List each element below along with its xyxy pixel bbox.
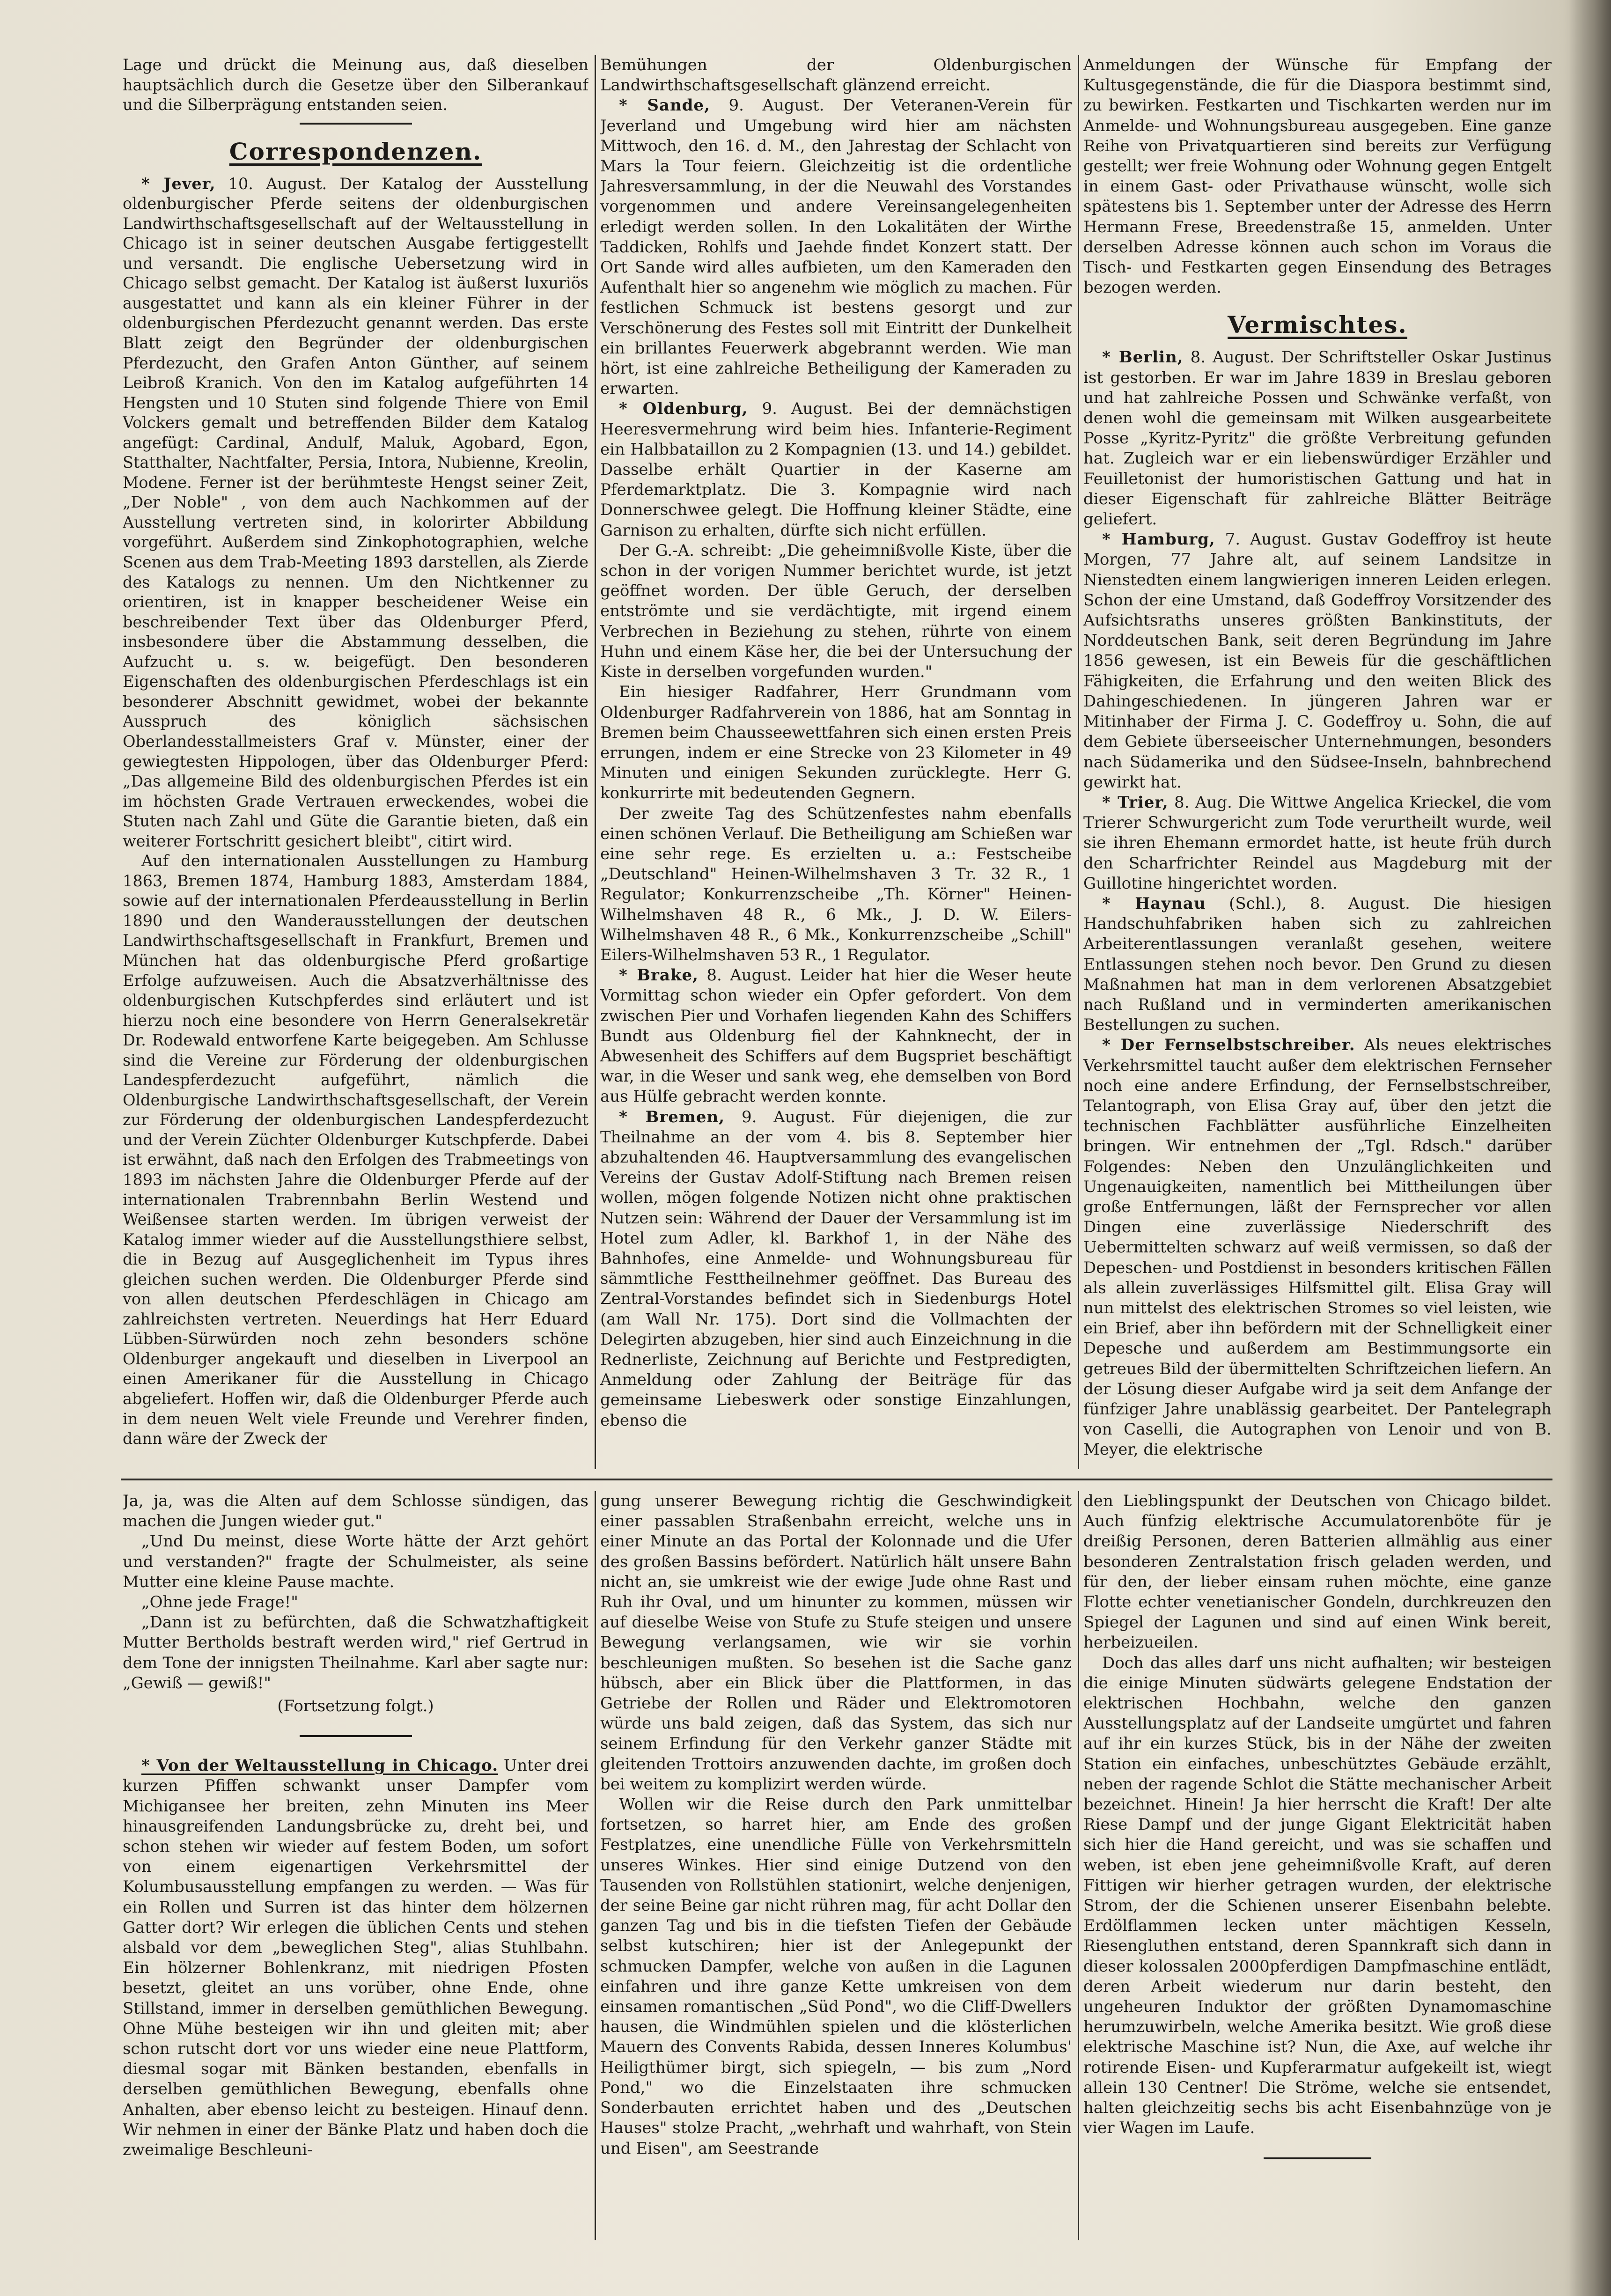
article-trier [1083,793,1552,894]
story-text: „Ohne jede Frage!" [141,1593,298,1612]
feuilleton-column-2 [600,1491,1072,2240]
article-ausstellungen: Auf den internationalen Ausstellungen zu Hamburg 1863, Bremen 1874, Hamburg 1883, Amsterdam 1884, sowie auf der internationalen Pferdeausstellung in Berlin 1890 und den Wanderausstellungen der deutschen Landwirthschaftsgesellschaft in Frankfurt, Bremen und München hat das oldenburgische Pferd großartige Erfolge aufzuweisen. Auch die Absatzverhältnisse des oldenburgischen Kutschpferdes sind erläutert und ist hierzu noch eine besondere von Herrn Generalsekretär Dr. Rodewald entworfene Karte beigegeben. Am Schlusse sind die Vereine zur Förderung der oldenburgischen Landespferdezucht aufgeführt, nämlich die Oldenburgische Landwirthschaftsgesellschaft, der Verein zur Förderung der oldenburgischen Landespferdezucht und der Verein Züchter Oldenburger Kutschpferde. Dabei ist erwähnt, daß nach den Erfolgen des Trabmeetings von 1893 im nächsten Jahre die Oldenburger Pferde auf der internationalen Trabrennbahn Berlin Westend und Weißensee starten werden. Im übrigen verweist der Katalog immer wieder auf die Ausstellungsthiere selbst, die in Bezug auf Ausgeglichenheit im Typus ihres gleichen suchen werden. Die Oldenburger Pferde sind von allen deutschen Pferdeschlägen in Chicago am zahlreichsten vertreten. Neuerdings hat Herr Eduard Lübben-Sürwürden noch zehn besonders schöne Oldenburger angekauft und dieselben in Liverpool an einen Amerikaner für die Ausstellung in Chicago abgeliefert. Hoffen wir, daß die Oldenburger Pferde auch in dem neuen Welt viele Freunde und Verehrer finden, dann wäre der Zweck der [123,852,588,1448]
article-bremen [600,1107,1072,1431]
story-text: Ja, ja, was die Alten auf dem Schlosse sündigen, das machen die Jungen wieder gut." [123,1492,588,1531]
column-divider [1078,55,1079,1469]
dateline-trier: * Trier, [1102,793,1169,812]
article-haynau [1083,894,1552,1035]
dateline-hamburg: * Hamburg, [1102,530,1215,549]
story-text: Wollen wir die Reise durch den Park unmittelbar fortsetzen, so harret hier, am Ende des großen Festplatzes, eine unendliche Fülle von Verkehrsmitteln unseres Winkes. Hier sind einige Dutzend von den Tausenden von Rollstühlen stationirt, welche denjenigen, der seine Beine gar nicht rühren mag, für acht Dollar den ganzen Tag und bis in die tiefsten Tiefen der Gebäude selbst kutschiren; hier ist der Anlegepunkt der schmucken Dampfer, welche von außen in die Lagunen einfahren und ihre ganze Kette umkreisen von dem einsamen romantischen „Süd Pond", wo die Cliff-Dwellers hausen, die Windmühlen spielen und die klösterlichen Mauern des Convents Rabida, dessen Inneres Kolumbus' Heiligthümer birgt, sich spiegeln, — bis zum „Nord Pond," wo die Einzelstaaten ihre schmucken Sonderbauten errichtet haben und des „Deutschen Hauses" stolze Pracht, „wehrhaft und wahrhaft, von Stein und Eisen", am Seestrande [600,1795,1072,2158]
dateline-haynau: * Haynau [1102,894,1206,913]
column-3-upper [1083,55,1552,1469]
article-fernselbstschreiber [1083,1035,1552,1460]
continuation-text: Bemühungen der Oldenburgischen Landwirthschaftsgesellschaft glänzend erreicht. [600,56,1072,95]
story-text: „Und Du meinst, diese Worte hätte der Arzt gehört und verstanden?" fragte der Schulmeister, als seine Mutter eine kleine Pause machte. [123,1532,588,1591]
article-fernselbstschreiber-text: Als neues elektrisches Verkehrsmittel taucht außer dem elektrischen Fernseher noch eine andere Erfindung, der Fernselbstschreiber, Telantograph, von Elisa Gray auf, über den jetzt die technischen Fachblätter ausführliche Einzelheiten bringen. Wir entnehmen der „Tgl. Rdsch." darüber Folgendes: Neben den Unzulänglichkeiten und Ungenauigkeiten, namentlich bei Mittheilungen über große Entfernungen, läßt der Fernsprecher vor allen Dingen eine zuverlässige Niederschrift des Uebermittelten schwarz auf weiß vermissen, so daß der Depeschen- und Postdienst in besonders kritischen Fällen als allein zuverlässiges Hilfsmittel gilt. Elisa Gray will nun mittelst des elektrischen Stromes so viel leisten, wie ein Brief, aber ihn befördern mit der Schnelligkeit einer Depesche und außerdem am Bestimmungsorte ein getreues Bild der übermittelten Schriftzeichen liefern. An der Lösung dieser Aufgabe wird ja seit dem Anfange der fünfziger Jahre unablässig gearbeitet. Der Pantelegraph von Caselli, die Autographen von Lenoir und von B. Meyer, die elektrische [1083,1036,1552,1459]
end-rule [1264,2157,1371,2159]
article-hamburg [1083,530,1552,793]
article-haynau-text: (Schl.), 8. August. Die hiesigen Handschuhfabriken haben sich zu zahlreichen Arbeiterentlassungen veranlaßt gesehen, weitere Entlassungen stehen noch bevor. Den Grund zu diesen Maßnahmen hat man in dem verlorenen Absatzgebiet nach Rußland und in verminderten amerikanischen Bestellungen zu suchen. [1083,894,1552,1035]
column-divider [595,55,596,1469]
feuilleton-column-1 [123,1491,588,2240]
intro-paragraph: Lage und drückt die Meinung aus, daß dieselben hauptsächlich durch die Gesetze über den Silberankauf und die Silberprägung entstanden seien. [123,56,588,114]
page-edge-shadow [1569,0,1611,2296]
story-text: Doch das alles darf uns nicht aufhalten; wir besteigen die einige Minuten südwärts gelegene Endstation der elektrischen Hochbahn, welche den ganzen Ausstellungsplatz auf der Landseite umgürtet und fahren auf ihr ein kurzes Stück, bis in der Nähe der zweiten Station ein einfaches, unbeschütztes Gebäude erzählt, neben der ragende Schlot die Stätte mechanischer Arbeit bezeichnet. Hinein! Ja hier herrscht die Kraft! Der alte Riese Dampf und der junge Gigant Elektricität haben sich hier die Hand gereicht, und was sie schaffen und weben, ist eben jene geheimnißvolle Kraft, auf deren Fittigen wir hierher getragen wurden, der elektrische Strom, der die Schienen unserer Eisenbahn belebte. Erdölflammen lecken unter mächtigen Kesseln, Riesengluthen entstand, deren Spannkraft sich dann in dieser kolossalen 2000pferdigen Dampfmaschine entlädt, deren Arbeit wiederum nur darin besteht, den ungeheuren Induktor der größten Dynamomaschine herumzuwirbeln, welche Amerika besitzt. Wie groß diese elektrische Maschine ist? Nun, die Axe, auf welche ihr rotirende Eisen- und Kupferarmatur aufgekeilt ist, wiegt allein 130 Centner! Die Ströme, welche sie entsendet, halten gleichzeitig sechs bis acht Eisenbahnzüge von je vier Wagen im Laufe. [1083,1653,1552,2138]
feuilleton-rule [121,1479,1552,1480]
article-brake-text: 8. August. Leider hat hier die Weser heute Vormittag schon wieder ein Opfer gefordert. Von dem zwischen Pier und Vorhafen liegenden Kahn des Schiffers Bundt aus Oldenburg fiel der Kahnknecht, der in Abwesenheit des Schiffers auf dem Bugspriet beschäftigt war, in die Weser und sank weg, ehe demselben von Bord aus Hülfe gebracht werden konnte. [600,966,1072,1106]
article-weltausstellung [123,1756,588,2160]
section-rule [300,123,412,125]
article-bremen-text: 9. August. Für diejenigen, die zur Theilnahme an der vom 4. bis 8. September hier abzuhaltenden 46. Hauptversammlung des evangelischen Vereins der Gustav Adolf-Stiftung nach Bremen reisen wollen, mögen folgende Notizen nicht ohne praktischen Nutzen sein: Während der Dauer der Versammlung ist im Hotel zum Adler, kl. Barkhof 1, in der Nähe des Bahnhofes, eine Anmelde- und Wohnungsbureau für sämmtliche Festtheilnehmer geöffnet. Das Bureau des Zentral-Vorstandes befindet sich in Siedenburgs Hotel (am Wall Nr. 175). Dort sind die Vollmachten der Delegirten abzugeben, hier sind auch Einzeichnung in die Rednerliste, Zeichnung auf Berichte und Festpredigten, Anmeldung oder Zahlung der Beiträge für das gemeinsame Liebeswerk oder sonstige Einzahlungen, ebenso die [600,1107,1072,1430]
dateline-fernselbstschreiber: * Der Fernselbstschreiber. [1102,1036,1355,1055]
column-divider [1078,1491,1079,2240]
column-2-upper [600,55,1072,1469]
dateline-berlin: * Berlin, [1102,348,1184,367]
dateline-jever: * Jever, [141,174,216,193]
story-text: „Dann ist zu befürchten, daß die Schwatzhaftigkeit Mutter Bertholds bestraft werden wird," rief Gertrud in dem Tone der innigsten Theilnahme. Karl aber sagte nur: „Gewiß — gewiß!" [123,1613,588,1693]
continuation-note: (Fortsetzung folgt.) [277,1697,434,1716]
article-ga: Der G.-A. schreibt: „Die geheimnißvolle Kiste, über die schon in der vorigen Nummer berichtet wurde, ist jetzt geöffnet worden. Der üble Geruch, der derselben entströmte und sie verdächtigte, mit irgend einem Verbrechen in Beziehung zu stehen, rührte von einem Huhn und einem Käse her, die bei der Untersuchung der Kiste in derselben vorgefunden wurden." [600,541,1072,682]
article-jever-text: 10. August. Der Katalog der Ausstellung oldenburgischer Pferde seitens der oldenburgischen Landwirthschaftsgesellschaft auf der Weltausstellung in Chicago ist in seiner deutschen Ausgabe fertiggestellt und versandt. Die englische Uebersetzung wird in Chicago selbst gemacht. Der Katalog ist äußerst luxuriös ausgestattet und kann als ein kleiner Führer in der oldenburgischen Pferdezucht genannt werden. Das erste Blatt zeigt den Begründer der oldenburgischen Pferdezucht, den Grafen Anton Günther, auf seinem Leibroß Kranich. Von den im Katalog aufgeführten 14 Hengsten und 10 Stuten sind folgende Thiere von Emil Volckers gemalt und betreffenden Bilder dem Katalog angefügt: Cardinal, Andulf, Maluk, Agobard, Egon, Statthalter, Nachtfalter, Persia, Intora, Nubienne, Kreolin, Modene. Ferner ist der berühmteste Hengst seiner Zeit, „Der Noble" , von dem auch Nachkommen auf der Ausstellung vertreten sind, in kolorirter Abbildung vorgeführt. Außerdem sind Zinkophotographien, welche Scenen aus dem Trab-Meeting 1893 darstellen, als Zierde des Katalogs zu nennen. Um den Nichtkenner zu orientiren, ist in knapper bescheidener Weise ein beschreibender Text über das Oldenburger Pferd, insbesondere über die Abstammung desselben, die Aufzucht u. s. w. beigefügt. Den besonderen Eigenschaften des oldenburgischen Pferdeschlags ist ein besonderer Abschnitt gewidmet, wobei der bekannte Ausspruch des königlich sächsischen Oberlandesstallmeisters Graf v. Münster, einer der gewiegtesten Hippologen, über das Oldenburger Pferd: „Das allgemeine Bild des oldenburgischen Pferdes ist ein im höchsten Grade Vertrauen erweckendes, wobei die Stuten nach Zahl und Güte die Garantie bieten, daß ein weiterer Fortschritt gesichert bleibt", citirt wird. [123,174,588,850]
article-oldenburg-text: 9. August. Bei der demnächstigen Heeresvermehrung wird beim hies. Infanterie-Regiment ein Halbbataillon zu 2 Kompagnien (13. und 14.) gebildet. Dasselbe erhält Quartier in der Kaserne am Pferdemarktplatz. Die 3. Kompagnie wird nach Donnerschwee gelegt. Die Hoffnung kleiner Städte, eine Garnison zu erhalten, dürfte sich nicht erfüllen. [600,399,1072,540]
column-1-upper [123,55,588,1469]
article-berlin [1083,347,1552,530]
continuation-text: gung unserer Bewegung richtig die Geschwindigkeit einer passablen Straßenbahn erreicht, welche uns in einer Minute an das Portal der Kolonnade und die Ufer des großen Bassins befördert. Natürlich hält unsere Bahn nicht an, sie umkreist wie der ewige Jude ohne Rast und Ruh ihr Oval, und um hinunter zu kommen, müssen wir auf dieselbe Weise von Stufe zu Stufe steigen und unsere Bewegung verlangsamen, wie wir sie vorhin beschleunigen mußten. So besehen ist die Sache ganz hübsch, aber ein Blick über die Plattformen, in das Getriebe der Rollen und Räder und Elektromotoren würde uns bald zeigen, daß das System, das sich nur seinem Erfindung für den Verkehr ganzer Städte mit gleitenden Trottoirs anzuwenden dachte, im großen doch bei weitem zu komplizirt werden würde. [600,1492,1072,1794]
dateline-oldenburg: * Oldenburg, [619,399,748,419]
article-weltausstellung-text: Unter drei kurzen Pfiffen schwankt unser Dampfer vom Michigansee her breiten, zehn Minuten ins Meer hinausgreifenden Landungsbrücke zu, dreht bei, und schon stehen wir wieder auf festem Boden, um sofort von einem eigenartigen Verkehrsmittel der Kolumbusausstellung empfangen zu werden. — Was für ein Rollen und Surren ist das hinter dem hölzernen Gatter dort? Wir erlegen die üblichen Cents und stehen alsbald vor dem „beweglichen Steg", alias Stuhlbahn. Ein hölzerner Bohlenkranz, mit niedrigen Pfosten besetzt, gleitet an uns vorüber, ohne Ende, ohne Stillstand, immer in derselben gemüthlichen Bewegung. Ohne Mühe besteigen wir ihn und gleiten mit; aber schon rutscht dort vor uns wieder eine neue Plattform, diesmal sogar mit Bänken bestanden, ebenfalls in derselben gemüthlichen Bewegung, ebenfalls ohne Anhalten, aber ebenso leicht zu besteigen. Hinauf denn. Wir nehmen in einer der Bänke Platz und haben doch die zweimalige Beschleuni- [123,1756,588,2160]
heading-correspondenzen: Correspondenzen. [229,137,482,165]
dateline-bremen: * Bremen, [619,1107,725,1126]
heading-weltausstellung: * Von der Weltausstellung in Chicago. [141,1756,499,1775]
article-sande [600,96,1072,399]
feuilleton-column-3 [1083,1491,1552,2240]
heading-vermischtes: Vermischtes. [1228,311,1407,339]
article-berlin-text: 8. August. Der Schriftsteller Oskar Justinus ist gestorben. Er war im Jahre 1839 in Breslau geboren und hat zahlreiche Possen und Schwänke verfaßt, von denen wohl die gemeinsam mit Wilken ausgearbeitete Posse „Kyritz-Pyritz" die größte Verbreitung gefunden hat. Zugleich war er ein liebenswürdiger Erzähler und Feuilletonist der humoristischen Gattung und hat in dieser Eigenschaft für zahlreiche Blätter Beiträge geliefert. [1083,348,1552,529]
section-rule [300,1735,412,1737]
article-oldenburg [600,399,1072,540]
article-trier-text: 8. Aug. Die Wittwe Angelica Krieckel, die vom Trierer Schwurgericht zum Tode verurtheilt wurde, weil sie ihren Ehemann ermordet hatte, ist heute früh durch den Scharfrichter Reindel aus Magdeburg mit der Guillotine hingerichtet worden. [1083,793,1552,893]
article-schuetzenfest: Der zweite Tag des Schützenfestes nahm ebenfalls einen schönen Verlauf. Die Betheiligung am Schießen war eine sehr rege. Es erzielten u. a.: Festscheibe „Deutschland" Heinen-Wilhelmshaven 3 Tr. 32 R., 1 Regulator; Konkurrenzscheibe „Th. Körner" Heinen-Wilhelmshaven 48 R., 6 Mk., J. D. W. Eilers-Wilhelmshaven 48 R., 6 Mk., Konkurrenzscheibe „Schill" Eilers-Wilhelmshaven 53 R., 1 Regulator. [600,804,1072,964]
dateline-sande: * Sande, [619,96,710,115]
column-divider [595,1491,596,2240]
article-sande-text: 9. August. Der Veteranen-Verein für Jeverland und Umgebung wird hier am nächsten Mittwoch, den 16. d. M., den Jahrestag der Schlacht von Mars la Tour feiern. Gleichzeitig ist die ordentliche Jahresversammlung, in der die Neuwahl des Vorstandes vorgenommen und andere Vereinsangelegenheiten erledigt werden sollen. In den Lokalitäten der Wirthe Taddicken, Rohlfs und Jaehde findet Konzert statt. Der Ort Sande wird alles aufbieten, um den Kameraden den Aufenthalt hier so angenehm wie möglich zu machen. Für festlichen Schmuck ist bestens gesorgt und zur Verschönerung des Festes soll mit Eintritt der Dunkelheit ein brillantes Feuerwerk abgebrannt werden. Wie man hört, ist eine zahlreiche Betheiligung der Kameraden zu erwarten. [600,96,1072,398]
dateline-brake: * Brake, [619,966,699,985]
article-brake [600,965,1072,1107]
continuation-text: den Lieblingspunkt der Deutschen von Chicago bildet. Auch fünfzig elektrische Accumulatorenböte für je dreißig Personen, deren Batterien allmählig aus einer besonderen Zentralstation frisch geladen werden, und für den, der lieber einsam ruhen möchte, eine ganze Flotte echter venetianischer Gondeln, durchkreuzen den Spiegel der Lagunen und sind auf einen Wink bereit, herbeizueilen. [1083,1492,1552,1652]
article-hamburg-text: 7. August. Gustav Godeffroy ist heute Morgen, 77 Jahre alt, auf seinem Landsitze in Nienstedten einem langwierigen inneren Leiden erlegen. Schon der eine Umstand, daß Godeffroy Vorsitzender des Aufsichtsraths unseres größten Bankinstituts, der Norddeutschen Bank, seit deren Begründung im Jahre 1856 gewesen, ist ein Beweis für die geschäftlichen Fähigkeiten, die Erfahrung und den weiten Blick des Dahingeschiedenen. In jüngeren Jahren war er Mitinhaber der Firma J. C. Godeffroy u. Sohn, die auf dem Gebiete überseeischer Unternehmungen, besonders nach Südamerika und den Südsee-Inseln, bahnbrechend gewirkt hat. [1083,530,1552,792]
article-jever [123,174,588,852]
continuation-text: Anmeldungen der Wünsche für Empfang der Kultusgegenstände, die für die Diaspora bestimmt sind, zu bewirken. Festkarten und Tischkarten werden nur im Anmelde- und Wohnungsbureau ausgegeben. Eine ganze Reihe von Privatquartieren sind bereits zur Verfügung gestellt; wer freie Wohnung oder Wohnung gegen Entgelt in einem Gast- oder Privathause wünscht, wolle sich spätestens bis 1. September unter der Adresse des Herrn Hermann Frese, Breedenstraße 15, anmelden. Unter derselben Adresse können auch schon im Voraus die Tisch- und Festkarten gegen Einsendung des Betrages bezogen werden. [1083,56,1552,297]
article-radfahrer: Ein hiesiger Radfahrer, Herr Grundmann vom Oldenburger Radfahrverein von 1886, hat am Sonntag in Bremen beim Chausseewettfahren sich einen ersten Preis errungen, indem er eine Strecke von 23 Kilometer in 49 Minuten und einigen Sekunden zurücklegte. Herr G. konkurrirte mit bedeutenden Gegnern. [600,683,1072,803]
